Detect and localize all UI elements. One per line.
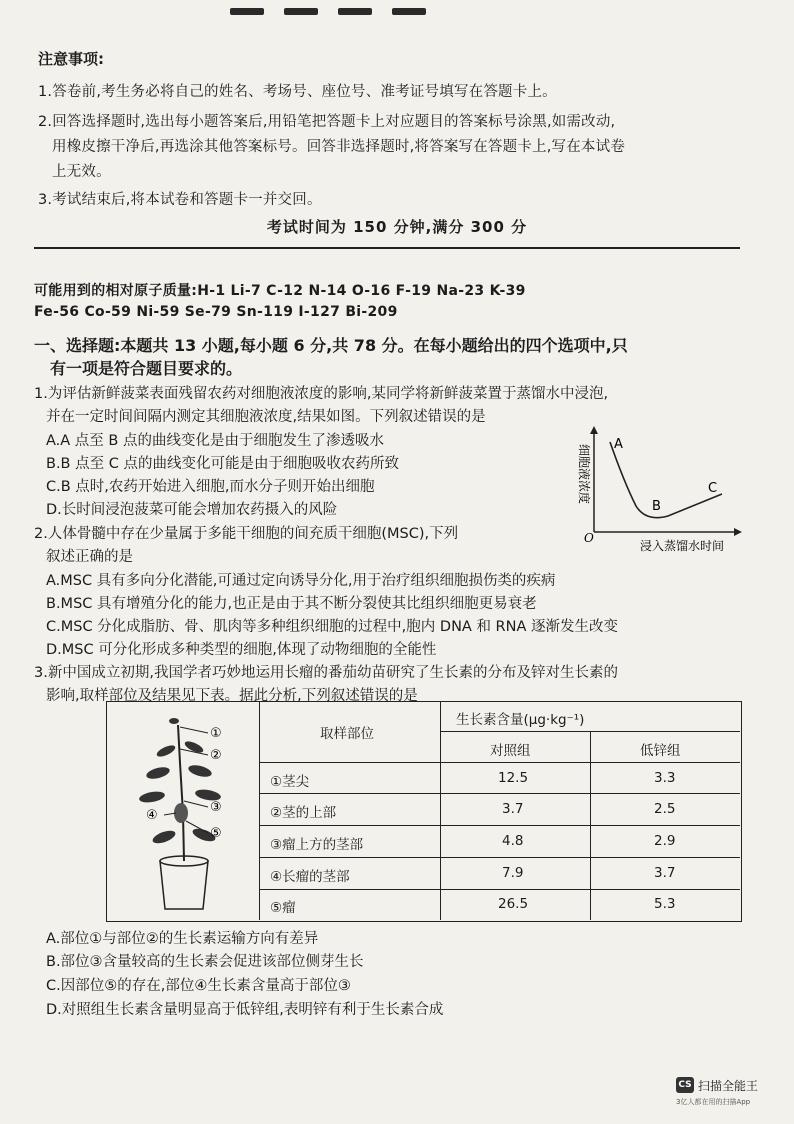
- table-row-2-site: ②茎的上部: [270, 805, 337, 821]
- q1-concentration-graph: [566, 424, 756, 554]
- camscanner-logo-icon: CS: [676, 1077, 694, 1093]
- table-row-1-lowzinc: 3.3: [654, 770, 676, 786]
- q3-option-c: C.因部位⑤的存在,部位④生长素含量高于部位③: [46, 978, 351, 994]
- q1-option-d: D.长时间浸泡菠菜可能会增加农药摄入的风险: [46, 502, 338, 518]
- table-row-3-control: 4.8: [502, 833, 524, 849]
- table-hline-2: [259, 793, 740, 794]
- atomic-mass-line-1: 可能用到的相对原子质量:H-1 Li-7 C-12 N-14 O-16 F-19 Na-23 K-39: [34, 283, 526, 299]
- divider-rule: [34, 247, 740, 249]
- atomic-mass-line-2: Fe-56 Co-59 Ni-59 Se-79 Sn-119 I-127 Bi-209: [34, 304, 398, 320]
- x-axis-label: 浸入蒸馏水时间: [640, 539, 725, 553]
- q2-option-d: D.MSC 可分化形成多种类型的细胞,体现了动物细胞的全能性: [46, 642, 437, 658]
- point-a-label: A: [614, 437, 623, 452]
- pot: [160, 861, 208, 909]
- stem: [178, 725, 184, 861]
- table-row-3-site: ③瘤上方的茎部: [270, 837, 364, 853]
- q2-option-a: A.MSC 具有多向分化潜能,可通过定向诱导分化,用于治疗组织细胞损伤类的疾病: [46, 573, 556, 589]
- concentration-curve: [610, 442, 722, 518]
- q1-option-a: A.A 点至 B 点的曲线变化是由于细胞发生了渗透吸水: [46, 433, 384, 449]
- q2-option-c: C.MSC 分化成脂肪、骨、肌肉等多种组织细胞的过程中,胞内 DNA 和 RNA 逐渐发生改变: [46, 619, 618, 635]
- table-hline-1: [259, 762, 740, 763]
- q3-option-b: B.部位③含量较高的生长素会促进该部位侧芽生长: [46, 954, 364, 970]
- q2-stem-line-1: 2.人体骨髓中存在少量属于多能干细胞的间充质干细胞(MSC),下列: [34, 526, 459, 542]
- table-header-control: 对照组: [490, 743, 531, 759]
- q1-stem-line-1: 1.为评估新鲜菠菜表面残留农药对细胞液浓度的影响,某同学将新鲜菠菜置于蒸馏水中浸泡,: [34, 386, 609, 402]
- table-header-lowzinc: 低锌组: [640, 743, 681, 759]
- table-header-content: 生长素含量(μg·kg⁻¹): [456, 712, 585, 728]
- table-row-5-control: 26.5: [498, 896, 529, 912]
- table-row-1-site: ①茎尖: [270, 774, 310, 790]
- table-hline-5: [259, 889, 740, 890]
- cropped-header-fragment: [230, 0, 530, 12]
- point-c-label: C: [708, 481, 718, 496]
- q2-stem-line-2: 叙述正确的是: [46, 549, 133, 565]
- table-row-4-control: 7.9: [502, 865, 524, 881]
- table-vline-1: [259, 701, 260, 920]
- origin-label: O: [584, 531, 594, 545]
- table-hline-4: [259, 857, 740, 858]
- q2-option-b: B.MSC 具有增殖分化的能力,也正是由于其不断分裂使其比组织细胞更易衰老: [46, 596, 537, 612]
- notice-3: 3.考试结束后,将本试卷和答题卡一并交回。: [38, 192, 322, 208]
- q1-stem-line-2: 并在一定时间间隔内测定其细胞液浓度,结果如图。下列叙述错误的是: [46, 409, 486, 425]
- table-hline-sub: [440, 731, 740, 732]
- q3-stem-line-1: 3.新中国成立初期,我国学者巧妙地运用长瘤的番茄幼苗研究了生长素的分布及锌对生长素的: [34, 665, 618, 681]
- table-row-2-lowzinc: 2.5: [654, 801, 676, 817]
- notice-2-cont: 用橡皮擦干净后,再选涂其他答案标号。回答非选择题时,将答案写在答题卡上,写在本试卷: [52, 139, 626, 155]
- table-row-5-lowzinc: 5.3: [654, 896, 676, 912]
- y-axis-label: 细胞液浓度: [577, 444, 591, 505]
- plant-label-3: ③: [210, 800, 222, 815]
- plant-label-2: ②: [210, 748, 222, 763]
- section-title-line-2: 有一项是符合题目要求的。: [50, 359, 243, 378]
- q3-option-d: D.对照组生长素含量明显高于低锌组,表明锌有利于生长素合成: [46, 1002, 444, 1018]
- exam-info: 考试时间为 150 分钟,满分 300 分: [266, 218, 528, 236]
- y-axis-arrow: [590, 426, 598, 434]
- notice-title: 注意事项:: [38, 50, 104, 68]
- table-row-1-control: 12.5: [498, 770, 529, 786]
- notice-2: 2.回答选择题时,选出每小题答案后,用铅笔把答题卡上对应题目的答案标号涂黑,如需改动,: [38, 114, 616, 130]
- notice-1: 1.答卷前,考生务必将自己的姓名、考场号、座位号、准考证号填写在答题卡上。: [38, 84, 557, 100]
- point-b-label: B: [652, 499, 661, 514]
- plant-label-1: ①: [210, 726, 222, 741]
- plant-label-5: ⑤: [210, 826, 222, 841]
- x-axis-arrow: [734, 528, 742, 536]
- q1-option-b: B.B 点至 C 点的曲线变化可能是由于细胞吸收农药所致: [46, 456, 399, 472]
- notice-2-end: 上无效。: [52, 164, 111, 180]
- table-header-site: 取样部位: [320, 726, 374, 742]
- q3-stem-line-2: 影响,取样部位及结果见下表。据此分析,下列叙述错误的是: [46, 688, 418, 704]
- q3-option-a: A.部位①与部位②的生长素运输方向有差异: [46, 931, 319, 947]
- camscanner-tagline: 3亿人都在用的扫描App: [676, 1098, 751, 1106]
- tumor: [174, 803, 188, 823]
- section-title-line-1: 一、选择题:本题共 13 小题,每小题 6 分,共 78 分。在每小题给出的四个选项中,只: [34, 336, 628, 355]
- table-hline-3: [259, 825, 740, 826]
- plant-label-4: ④: [146, 808, 158, 823]
- tomato-plant-illustration: [108, 703, 258, 918]
- q1-option-c: C.B 点时,农药开始进入细胞,而水分子则开始出细胞: [46, 479, 375, 495]
- camscanner-name: 扫描全能王: [698, 1079, 759, 1093]
- table-row-4-lowzinc: 3.7: [654, 865, 676, 881]
- table-row-2-control: 3.7: [502, 801, 524, 817]
- table-row-5-site: ⑤瘤: [270, 900, 296, 916]
- table-vline-2: [440, 701, 441, 920]
- table-row-4-site: ④长瘤的茎部: [270, 869, 350, 885]
- table-row-3-lowzinc: 2.9: [654, 833, 676, 849]
